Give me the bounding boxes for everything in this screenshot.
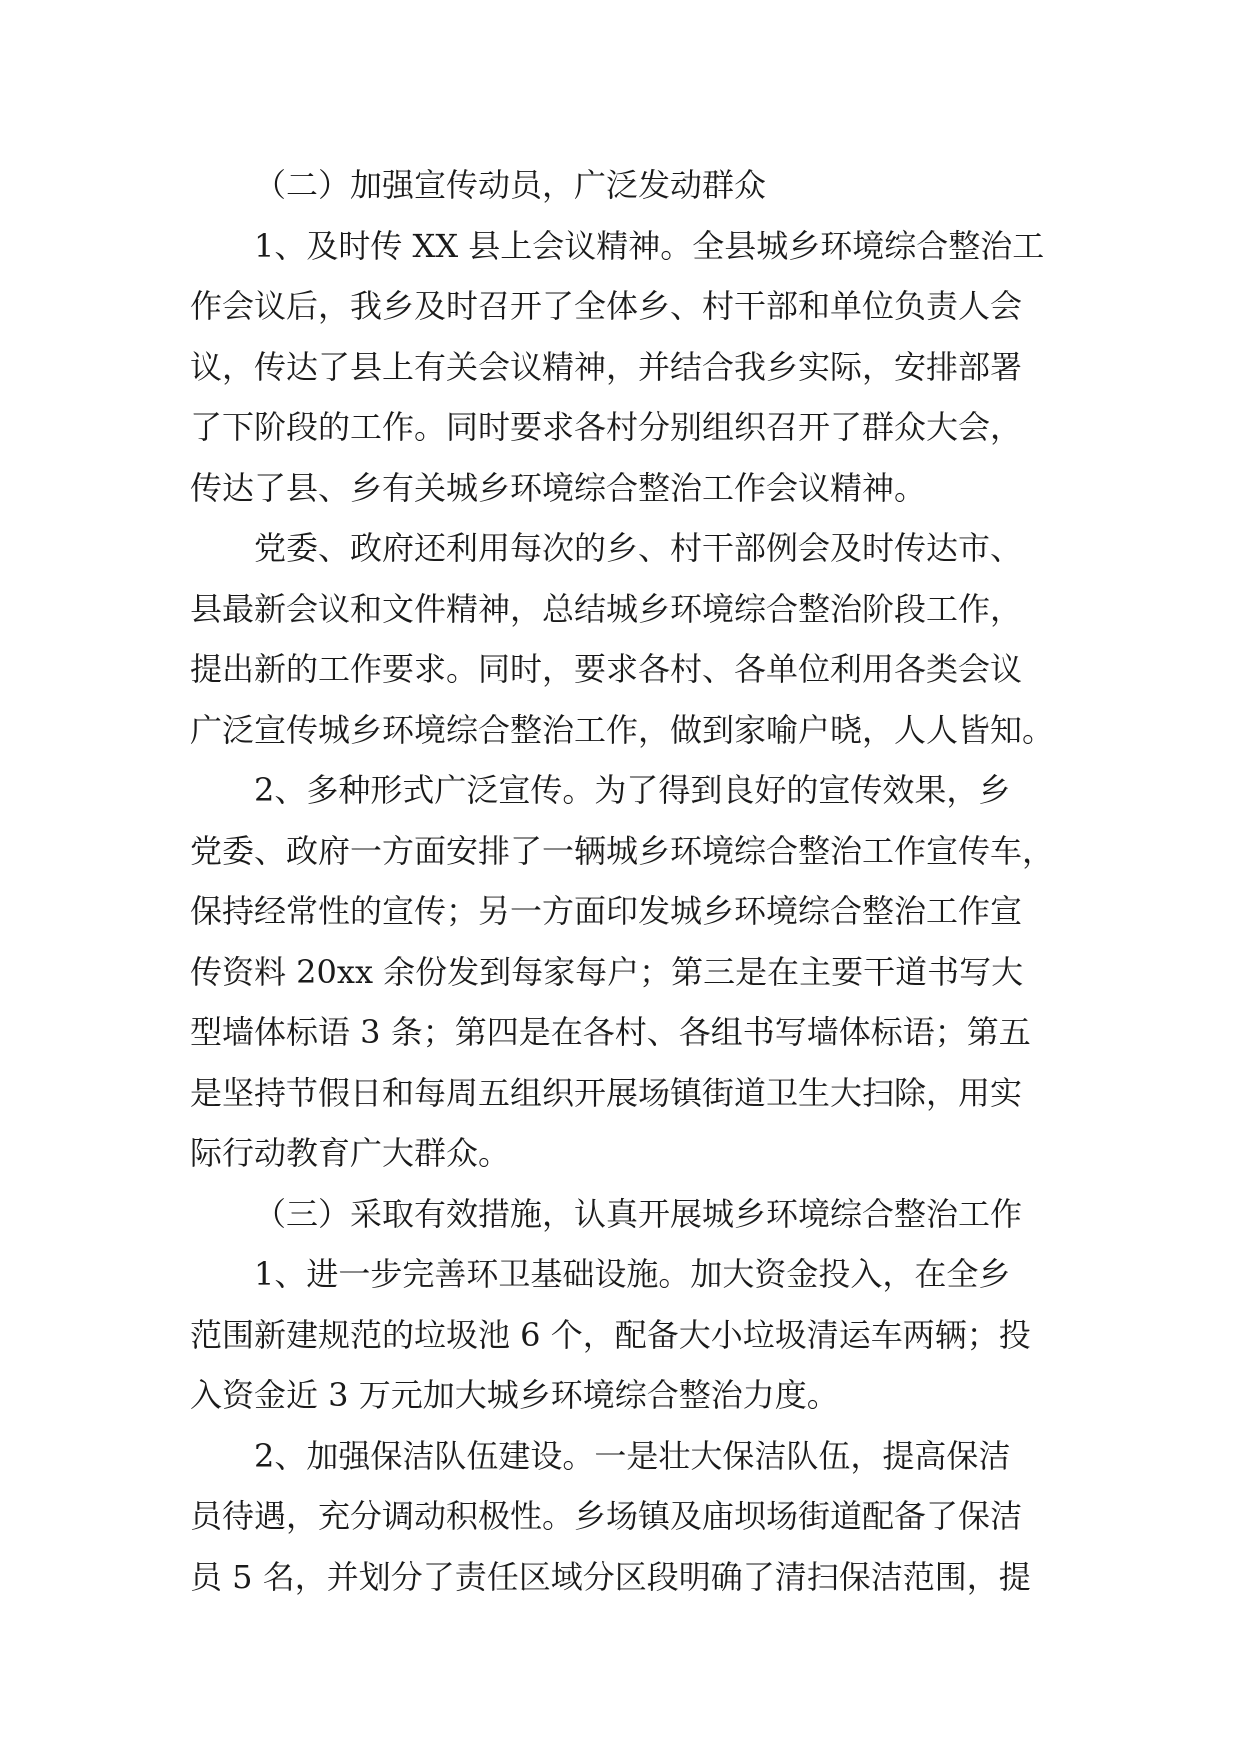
paragraph-line: 员 5 名，并划分了责任区域分区段明确了清扫保洁范围，提	[190, 1557, 1031, 1596]
paragraph-line: 党委、政府还利用每次的乡、村干部例会及时传达市、	[254, 529, 1023, 567]
paragraph-line: 了下阶段的工作。同时要求各村分别组织召开了群众大会，	[190, 408, 1023, 446]
document-body	[190, 155, 1070, 1607]
paragraph-line: 广泛宣传城乡环境综合整治工作，做到家喻户晓，人人皆知。	[190, 710, 1055, 749]
paragraph-line: 1、进一步完善环卫基础设施。加大资金投入，在全乡	[254, 1255, 1011, 1293]
paragraph-line: 提出新的工作要求。同时，要求各村、各单位利用各类会议	[190, 650, 1023, 688]
paragraph-line: 传资料 20xx 余份发到每家每户；第三是在主要干道书写大	[190, 952, 1024, 991]
paragraph-line: 党委、政府一方面安排了一辆城乡环境综合整治工作宣传车，	[190, 831, 1055, 870]
paragraph-line: 1、及时传 XX 县上会议精神。全县城乡环境综合整治工	[254, 226, 1045, 265]
paragraph-line: 传达了县、乡有关城乡环境综合整治工作会议精神。	[190, 468, 927, 507]
paragraph-line: 际行动教育广大群众。	[190, 1134, 511, 1172]
paragraph-line: 2、多种形式广泛宣传。为了得到良好的宣传效果，乡	[254, 771, 1011, 809]
paragraph-line: 议，传达了县上有关会议精神，并结合我乡实际，安排部署	[190, 347, 1023, 386]
paragraph-line: 入资金近 3 万元加大城乡环境综合整治力度。	[190, 1376, 839, 1414]
paragraph-line: 员待遇，充分调动积极性。乡场镇及庙坝场街道配备了保洁	[190, 1497, 1023, 1535]
paragraph-line: 县最新会议和文件精神，总结城乡环境综合整治阶段工作，	[190, 589, 1023, 628]
section-heading: （三）采取有效措施，认真开展城乡环境综合整治工作	[254, 1194, 1023, 1233]
paragraph-line: 保持经常性的宣传；另一方面印发城乡环境综合整治工作宣	[190, 892, 1023, 930]
paragraph-line: 2、加强保洁队伍建设。一是壮大保洁队伍，提高保洁	[254, 1436, 1011, 1475]
paragraph-line: 是坚持节假日和每周五组织开展场镇街道卫生大扫除，用实	[190, 1073, 1023, 1112]
paragraph-line: 型墙体标语 3 条；第四是在各村、各组书写墙体标语；第五	[190, 1013, 1031, 1051]
section-heading: （二）加强宣传动员，广泛发动群众	[254, 166, 767, 204]
paragraph-line: 范围新建规范的垃圾池 6 个，配备大小垃圾清运车两辆；投	[190, 1315, 1031, 1354]
paragraph-line: 作会议后，我乡及时召开了全体乡、村干部和单位负责人会	[190, 287, 1023, 325]
